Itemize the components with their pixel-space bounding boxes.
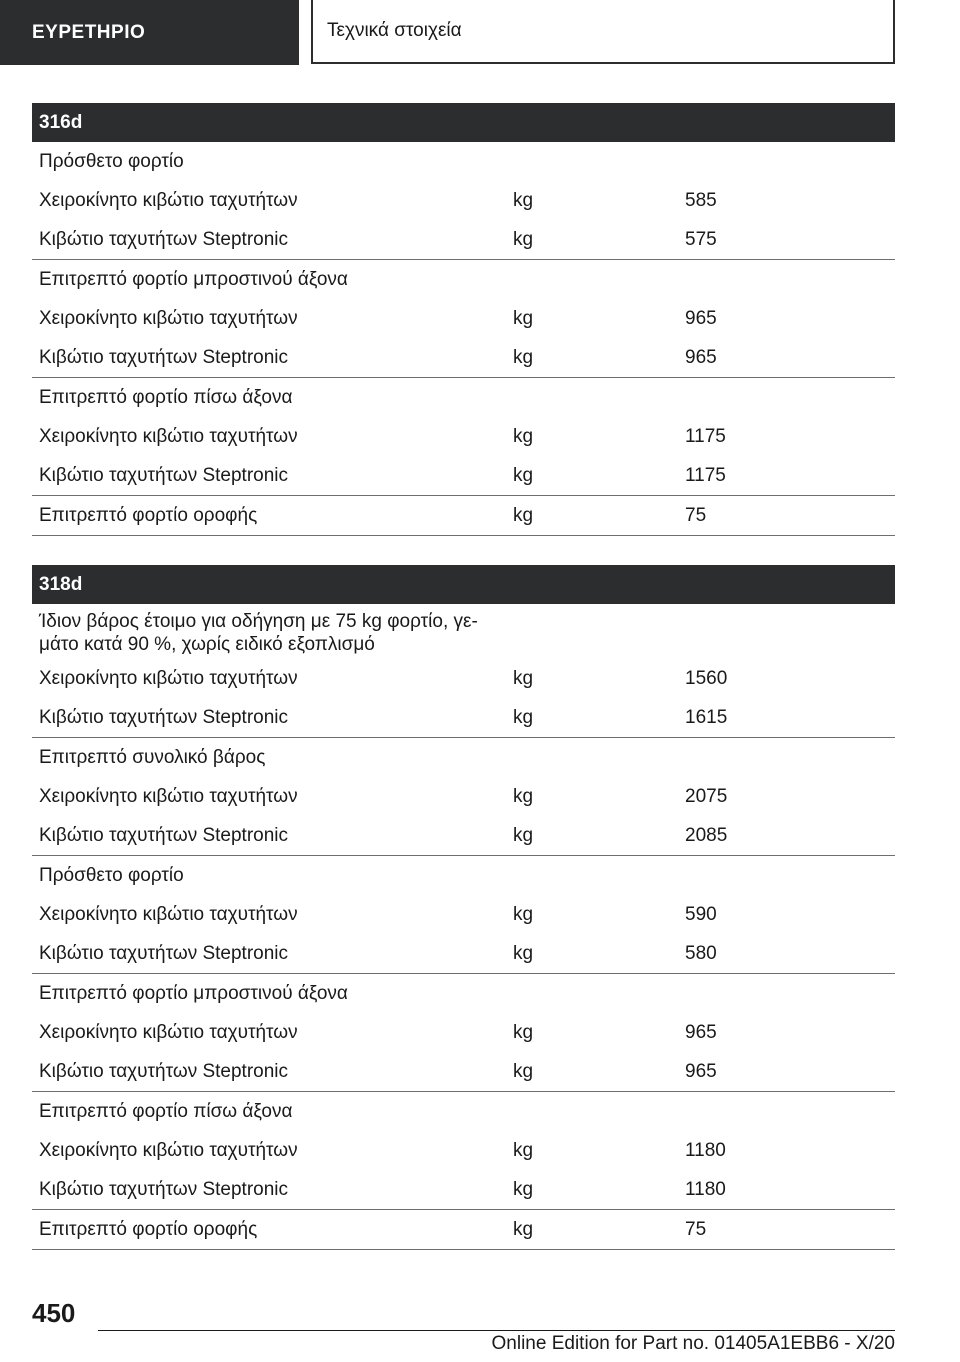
row-unit: kg xyxy=(506,338,678,378)
row-unit: kg xyxy=(513,1022,534,1043)
table-title-row xyxy=(32,103,895,142)
table-row xyxy=(32,181,895,220)
table-row xyxy=(32,604,895,659)
row-unit xyxy=(506,260,678,300)
edition-note: Online Edition for Part no. 01405A1EBB6 - X/20 xyxy=(491,1333,895,1354)
table-row xyxy=(32,456,895,496)
row-label: Κιβώτιο ταχυτήτων Steptronic xyxy=(32,698,506,738)
row-unit: kg xyxy=(513,190,534,211)
row-label: Κιβώτιο ταχυτήτων Steptronic xyxy=(32,934,506,974)
page-number: 450 xyxy=(32,1298,76,1328)
row-unit: kg xyxy=(506,934,678,974)
table-row xyxy=(32,1131,895,1170)
row-value xyxy=(678,378,895,418)
table-row xyxy=(32,856,895,896)
row-unit: kg xyxy=(513,786,534,807)
table-row xyxy=(32,974,895,1014)
row-unit xyxy=(506,856,678,896)
row-label: Κιβώτιο ταχυτήτων Steptronic xyxy=(32,456,506,496)
row-unit: kg xyxy=(506,456,678,496)
row-unit: kg xyxy=(513,668,534,689)
row-value: 1180 xyxy=(685,1140,726,1161)
table-row xyxy=(32,417,895,456)
row-value: 1180 xyxy=(678,1170,895,1210)
row-unit: kg xyxy=(506,698,678,738)
row-unit xyxy=(506,974,678,1014)
row-label: Κιβώτιο ταχυτήτων Steptronic xyxy=(32,1170,506,1210)
row-unit: kg xyxy=(506,1210,678,1250)
row-value: 1175 xyxy=(678,456,895,496)
row-label: Επιτρεπτό φορτίο οροφής xyxy=(32,1210,506,1250)
table-row xyxy=(32,1013,895,1052)
row-value xyxy=(678,974,895,1014)
table-row xyxy=(32,299,895,338)
row-unit: kg xyxy=(506,816,678,856)
row-label: Επιτρεπτό φορτίο πίσω άξονα xyxy=(39,387,293,408)
table-title: 316d xyxy=(32,103,895,142)
table-row xyxy=(32,1092,895,1132)
row-value xyxy=(678,260,895,300)
row-value: 590 xyxy=(685,904,717,925)
row-label: Χειροκίνητο κιβώτιο ταχυτήτων xyxy=(39,426,298,447)
table-row xyxy=(32,659,895,698)
spec-table-316d xyxy=(32,103,895,536)
row-label: Πρόσθετο φορτίο xyxy=(39,151,184,172)
row-unit: kg xyxy=(513,308,534,329)
row-unit: kg xyxy=(506,1170,678,1210)
page-header xyxy=(0,0,960,65)
footer-divider xyxy=(98,1330,895,1331)
table-row xyxy=(32,698,895,738)
row-value xyxy=(678,856,895,896)
row-label: Χειροκίνητο κιβώτιο ταχυτήτων xyxy=(39,1140,298,1161)
table-row xyxy=(32,895,895,934)
table-row xyxy=(32,260,895,300)
row-label: Πρόσθετο φορτίο xyxy=(39,865,184,886)
row-label: Επιτρεπτό φορτίο οροφής xyxy=(32,496,506,536)
row-label: Κιβώτιο ταχυτήτων Steptronic xyxy=(32,1052,506,1092)
row-value xyxy=(678,604,895,659)
table-row xyxy=(32,777,895,816)
row-unit: kg xyxy=(513,1140,534,1161)
row-label: Χειροκίνητο κιβώτιο ταχυτήτων xyxy=(39,308,298,329)
table-row xyxy=(32,1052,895,1092)
section-tab[interactable]: ΕΥΡΕΤΗΡΙΟ xyxy=(0,0,299,65)
row-value: 965 xyxy=(678,1052,895,1092)
row-label: Χειροκίνητο κιβώτιο ταχυτήτων xyxy=(39,1022,298,1043)
table-row xyxy=(32,816,895,856)
row-label: Χειροκίνητο κιβώτιο ταχυτήτων xyxy=(39,786,298,807)
row-label: Κιβώτιο ταχυτήτων Steptronic xyxy=(32,338,506,378)
row-value xyxy=(678,1092,895,1132)
table-row xyxy=(32,934,895,974)
table-title: 318d xyxy=(32,565,895,604)
row-value: 1175 xyxy=(685,426,726,447)
row-value: 575 xyxy=(678,220,895,260)
row-value: 585 xyxy=(685,190,717,211)
row-label: Χειροκίνητο κιβώτιο ταχυτήτων xyxy=(39,668,298,689)
row-unit xyxy=(506,738,678,778)
table-row xyxy=(32,142,895,181)
row-unit xyxy=(506,1092,678,1132)
table-row xyxy=(32,338,895,378)
table-title-row xyxy=(32,565,895,604)
row-value xyxy=(678,142,895,181)
row-value: 2075 xyxy=(685,786,728,807)
row-value: 580 xyxy=(678,934,895,974)
row-label: Επιτρεπτό συνολικό βάρος xyxy=(39,747,266,768)
table-row xyxy=(32,496,895,536)
row-unit: kg xyxy=(513,904,534,925)
row-value: 965 xyxy=(685,308,717,329)
row-label: Ίδιον βάρος έτοιμο για οδήγηση με 75 kg φορτίο, γεμάτο κατά 90 %, χωρίς ειδικό εξοπλισμό xyxy=(39,611,478,655)
row-label: Χειροκίνητο κιβώτιο ταχυτήτων xyxy=(39,904,298,925)
row-value: 2085 xyxy=(678,816,895,856)
row-value: 965 xyxy=(678,338,895,378)
row-value: 1615 xyxy=(678,698,895,738)
row-value: 75 xyxy=(678,496,895,536)
row-label: Επιτρεπτό φορτίο μπροστινού άξονα xyxy=(39,983,348,1004)
row-value: 1560 xyxy=(685,668,728,689)
row-unit: kg xyxy=(513,426,534,447)
row-label: Επιτρεπτό φορτίο πίσω άξονα xyxy=(39,1101,293,1122)
row-label: Κιβώτιο ταχυτήτων Steptronic xyxy=(32,220,506,260)
table-row xyxy=(32,378,895,418)
table-row xyxy=(32,220,895,260)
chapter-title: Τεχνικά στοιχεία xyxy=(311,0,895,64)
spec-table-318d xyxy=(32,565,895,1250)
row-unit: kg xyxy=(506,1052,678,1092)
row-unit xyxy=(506,604,678,659)
row-value: 75 xyxy=(678,1210,895,1250)
row-label: Επιτρεπτό φορτίο μπροστινού άξονα xyxy=(39,269,348,290)
row-label: Χειροκίνητο κιβώτιο ταχυτήτων xyxy=(39,190,298,211)
table-row xyxy=(32,1170,895,1210)
row-unit xyxy=(506,142,678,181)
row-value: 965 xyxy=(685,1022,717,1043)
table-row xyxy=(32,738,895,778)
row-unit: kg xyxy=(506,220,678,260)
table-row xyxy=(32,1210,895,1250)
row-value xyxy=(678,738,895,778)
row-unit: kg xyxy=(506,496,678,536)
row-unit xyxy=(506,378,678,418)
row-label: Κιβώτιο ταχυτήτων Steptronic xyxy=(32,816,506,856)
